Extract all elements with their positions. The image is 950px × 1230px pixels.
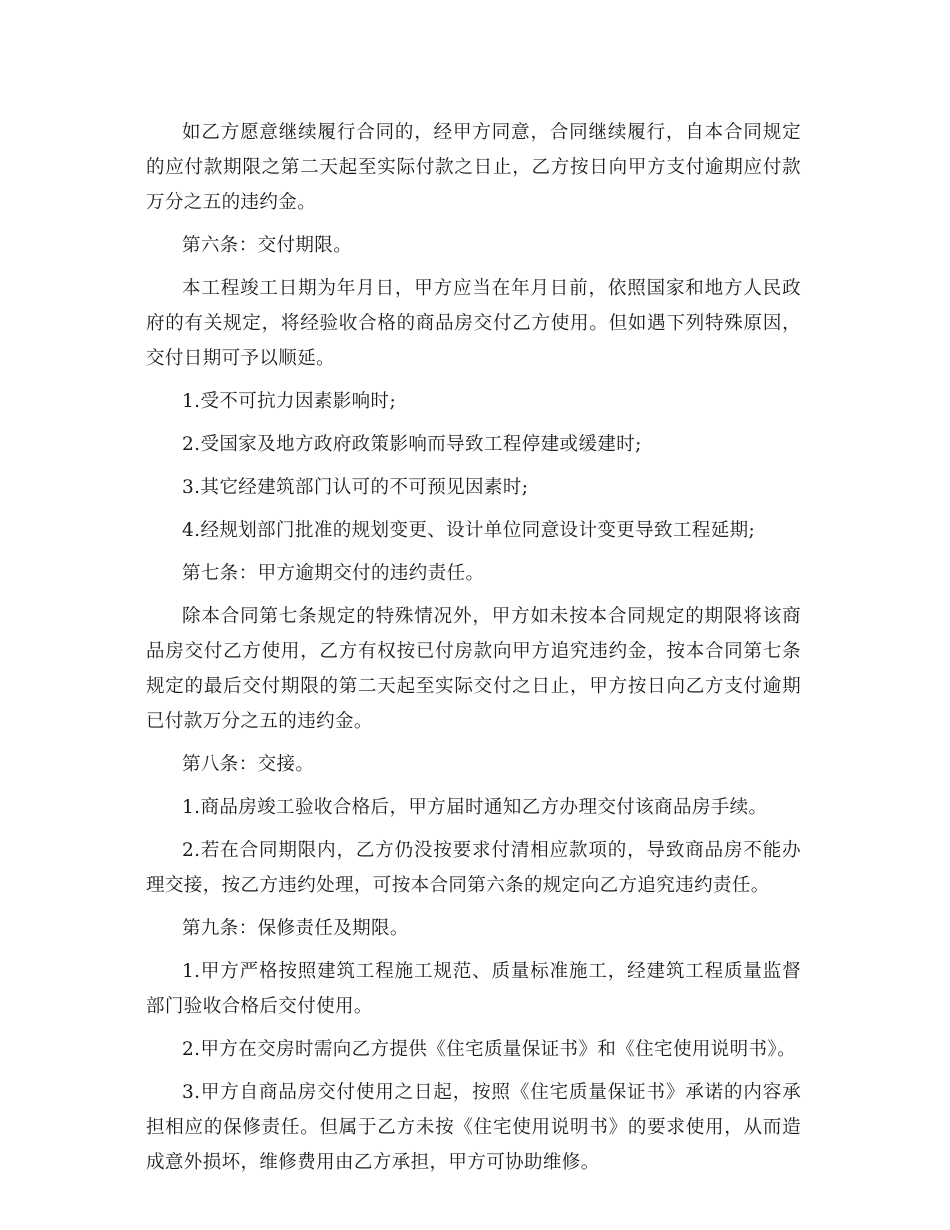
heading-article-8: 第八条：交接。 (182, 754, 315, 775)
list-item-force-majeure: 1.受不可抗力因素影响时; (182, 391, 397, 412)
list-item-warranty-documents: 2.甲方在交房时需向乙方提供《住宅质量保证书》和《住宅使用说明书》。 (182, 1039, 797, 1060)
list-item-handover-notice: 1.商品房竣工验收合格后，甲方届时通知乙方办理交付该商品房手续。 (182, 797, 768, 818)
document-body (146, 115, 801, 1188)
list-item-warranty-responsibility: 3.甲方自商品房交付使用之日起，按照《住宅质量保证书》承诺的内容承担相应的保修责任。但属于乙方未按《住宅使用说明书》的要求使用，从而造成意外损坏，维修费用由乙方承担，甲方可协助维修。 (146, 1082, 801, 1173)
list-item-planning-change: 4.经规划部门批准的规划变更、设计单位同意设计变更导致工程延期; (182, 520, 756, 541)
paragraph-overdue-payment-continuation: 如乙方愿意继续履行合同的，经甲方同意，合同继续履行，自本合同规定的应付款期限之第二天起至实际付款之日止，乙方按日向甲方支付逾期应付款万分之五的违约金。 (146, 122, 801, 213)
list-item-unpaid-handover: 2.若在合同期限内，乙方仍没按要求付清相应款项的，导致商品房不能办理交接，按乙方违约处理，可按本合同第六条的规定向乙方追究违约责任。 (146, 840, 801, 896)
heading-article-9: 第九条：保修责任及期限。 (182, 918, 409, 939)
list-item-construction-standards: 1.甲方严格按照建筑工程施工规范、质量标准施工，经建筑工程质量监督部门验收合格后交付使用。 (146, 961, 801, 1017)
paragraph-late-delivery-liability: 除本合同第七条规定的特殊情况外，甲方如未按本合同规定的期限将该商品房交付乙方使用，乙方有权按已付房款向甲方追究违约金，按本合同第七条规定的最后交付期限的第二天起至实际交付之日止，甲方按日向乙方支付逾期已付款万分之五的违约金。 (146, 606, 801, 732)
heading-article-7: 第七条：甲方逾期交付的违约责任。 (182, 563, 485, 584)
paragraph-delivery-date: 本工程竣工日期为年月日，甲方应当在年月日前，依照国家和地方人民政府的有关规定，将经验收合格的商品房交付乙方使用。但如遇下列特殊原因，交付日期可予以顺延。 (146, 278, 801, 369)
heading-article-6: 第六条：交付期限。 (182, 235, 353, 256)
list-item-policy-impact: 2.受国家及地方政府政策影响而导致工程停建或缓建时; (182, 434, 642, 455)
list-item-unforeseen-factors: 3.其它经建筑部门认可的不可预见因素时; (182, 477, 529, 498)
